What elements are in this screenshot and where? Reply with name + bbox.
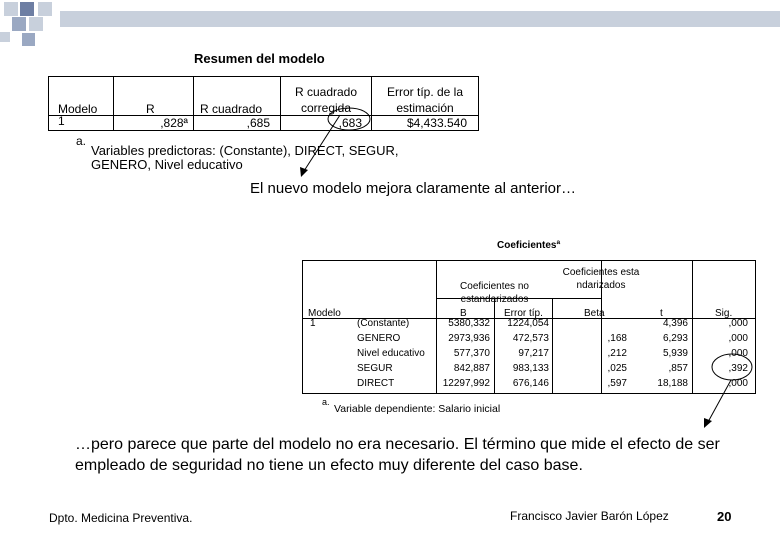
table2-header-b: B bbox=[460, 308, 467, 319]
row-t: 5,939 bbox=[662, 348, 688, 359]
table2-note: Variable dependiente: Salario inicial bbox=[334, 403, 501, 415]
caption-1: El nuevo modelo mejora claramente al anterior… bbox=[250, 180, 576, 197]
table2-header-sig: Sig. bbox=[715, 308, 733, 319]
table2-note-marker: a. bbox=[322, 397, 330, 407]
row-b: 842,887 bbox=[453, 363, 490, 374]
table1-header-std-error: Error típ. de la estimación bbox=[386, 85, 464, 115]
row-sig: ,000 bbox=[728, 318, 748, 329]
row-sig: ,000 bbox=[728, 378, 748, 389]
table1-header-r2: R cuadrado bbox=[200, 102, 263, 116]
row-b: 12297,992 bbox=[442, 378, 490, 389]
table1-header-r2-adjusted: R cuadrado corregida bbox=[294, 85, 358, 115]
table1-note-marker: a. bbox=[76, 134, 87, 148]
table1-cell-r: ,828ª bbox=[160, 116, 188, 130]
table2-header-se: Error típ. bbox=[504, 308, 543, 319]
table1-header-r: R bbox=[146, 102, 155, 116]
table2-header-beta: Beta bbox=[584, 308, 605, 319]
row-t: ,857 bbox=[668, 363, 688, 374]
table1-note-line1: Variables predictoras: (Constante), DIRECT, SEGUR, bbox=[91, 143, 399, 158]
footer-author: Francisco Javier Barón López bbox=[510, 509, 669, 523]
table1-cell-std-error: $4,433.540 bbox=[406, 116, 467, 130]
table2-model-number: 1 bbox=[310, 318, 316, 329]
row-label: SEGUR bbox=[357, 363, 393, 374]
row-b: 5380,332 bbox=[448, 318, 490, 329]
page-number: 20 bbox=[717, 509, 732, 524]
row-se: 472,573 bbox=[512, 333, 549, 344]
row-se: 97,217 bbox=[518, 348, 549, 359]
row-beta: ,597 bbox=[607, 378, 627, 389]
row-sig: ,000 bbox=[728, 348, 748, 359]
table1-cell-r2: ,685 bbox=[246, 116, 270, 130]
table1-note-line2: GENERO, Nivel educativo bbox=[91, 157, 243, 172]
table2-header-t: t bbox=[660, 308, 663, 319]
row-label: Nivel educativo bbox=[357, 348, 425, 359]
row-label: DIRECT bbox=[357, 378, 395, 389]
row-se: 1224,054 bbox=[507, 318, 549, 329]
row-t: 18,188 bbox=[657, 378, 688, 389]
table2-header-modelo: Modelo bbox=[308, 308, 341, 319]
table2-title: Coeficientesª bbox=[497, 240, 561, 251]
row-beta: ,168 bbox=[607, 333, 627, 344]
row-se: 983,133 bbox=[512, 363, 549, 374]
explanation-paragraph: …pero parece que parte del modelo no era necesario. El término que mide el efecto de ser empleado de seguridad no tiene un efecto muy diferente del caso base. bbox=[75, 436, 720, 474]
table1-title: Resumen del modelo bbox=[194, 51, 325, 66]
row-t: 4,396 bbox=[662, 318, 688, 329]
table2-header-std: Coeficientes estandarizados bbox=[562, 267, 640, 291]
table2-header-unstd: Coeficientes no estandarizados bbox=[460, 281, 529, 305]
row-sig: ,000 bbox=[728, 333, 748, 344]
row-beta: ,212 bbox=[607, 348, 627, 359]
table1-cell-r2-adjusted: ,683 bbox=[338, 116, 362, 130]
row-beta: ,025 bbox=[607, 363, 627, 374]
row-label: GENERO bbox=[357, 333, 401, 344]
table1-cell-model: 1 bbox=[58, 114, 65, 128]
highlight-ellipse-sig bbox=[710, 352, 754, 382]
footer-department: Dpto. Medicina Preventiva. bbox=[49, 511, 193, 525]
row-label: (Constante) bbox=[357, 318, 410, 329]
row-sig: ,392 bbox=[728, 363, 748, 374]
row-b: 577,370 bbox=[453, 348, 490, 359]
row-se: 676,146 bbox=[512, 378, 549, 389]
row-b: 2973,936 bbox=[448, 333, 490, 344]
row-t: 6,293 bbox=[662, 333, 688, 344]
table1-header-modelo: Modelo bbox=[58, 102, 98, 116]
